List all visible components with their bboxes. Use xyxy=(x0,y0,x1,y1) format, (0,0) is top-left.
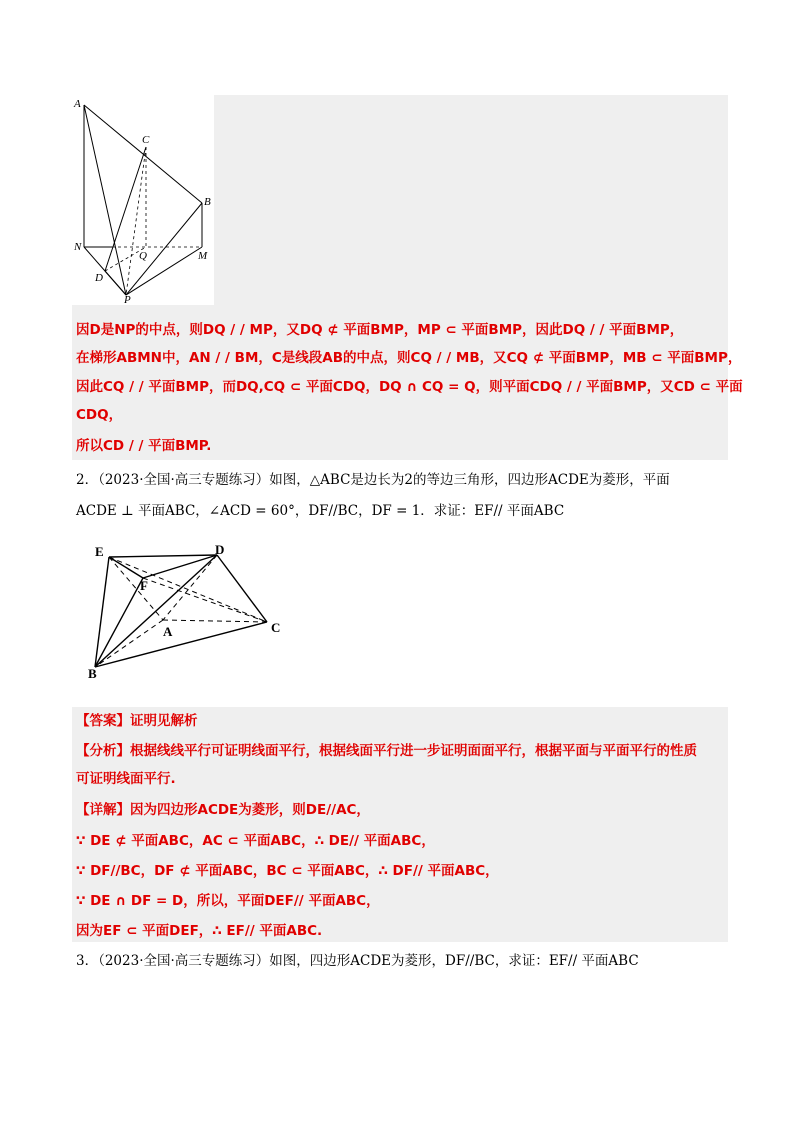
solution1-line-2: 在梯形ABMN中，AN / / BM，C是线段AB的中点，则CQ / / MB，又CQ ⊄ 平面BMP，MB ⊂ 平面BMP， xyxy=(76,350,742,366)
figure1-label-n: N xyxy=(74,241,82,253)
solution2-detail-line-3: ∵ DF//BC，DF ⊄ 平面ABC，BC ⊂ 平面ABC，∴ DF// 平面ABC， xyxy=(76,863,499,879)
problem3-line-1: 3．（2023·全国·高三专题练习）如图，四边形ACDE为菱形，DF//BC，求证：EF// 平面ABC xyxy=(76,953,639,969)
figure1-label-q: Q xyxy=(139,250,147,262)
solution1-line-1: 因D是NP的中点，则DQ / / MP，又DQ ⊄ 平面BMP，MP ⊂ 平面BMP，因此DQ / / 平面BMP， xyxy=(76,322,684,338)
solution2-detail-line-5: 因为EF ⊂ 平面DEF，∴ EF// 平面ABC. xyxy=(76,923,323,939)
solution2-answer: 【答案】证明见解析 xyxy=(76,713,198,729)
figure1-label-a: A xyxy=(74,98,81,110)
figure2-svg xyxy=(85,540,295,685)
solution1-line-4: CDQ， xyxy=(76,407,123,423)
solution2-analysis-line-1: 【分析】根据线线平行可证明线面平行，根据线面平行进一步证明面面平行，根据平面与平面平行的性质 xyxy=(76,743,697,759)
figure2-label-e: E xyxy=(95,544,104,559)
solution2-detail-line-2: ∵ DE ⊄ 平面ABC，AC ⊂ 平面ABC，∴ DE// 平面ABC， xyxy=(76,833,435,849)
figure1-label-b: B xyxy=(204,196,211,208)
figure1-label-m: M xyxy=(198,250,208,262)
figure2-label-f: F xyxy=(140,578,148,593)
solution2-detail-line-1: 【详解】因为四边形ACDE为菱形，则DE//AC， xyxy=(76,802,370,818)
problem2-line-1: 2．（2023·全国·高三专题练习）如图，△ABC是边长为2的等边三角形，四边形ACDE为菱形，平面 xyxy=(76,472,670,488)
solution1-line-3: 因此CQ / / 平面BMP，而DQ,CQ ⊂ 平面CDQ，DQ ∩ CQ = Q，则平面CDQ / / 平面BMP，又CD ⊂ 平面 xyxy=(76,379,743,395)
figure1-label-c: C xyxy=(142,134,150,146)
figure2 xyxy=(85,540,295,685)
figure2-label-b: B xyxy=(88,666,97,681)
figure1-label-d: D xyxy=(95,272,103,284)
solution1-line-5: 所以CD / / 平面BMP. xyxy=(76,438,212,454)
figure1 xyxy=(72,95,214,305)
figure2-label-a: A xyxy=(163,624,173,639)
figure2-label-c: C xyxy=(271,620,281,635)
solution2-analysis-line-2: 可证明线面平行. xyxy=(76,771,176,787)
figure2-label-d: D xyxy=(215,542,225,557)
solution2-detail-line-4: ∵ DE ∩ DF = D，所以，平面DEF// 平面ABC， xyxy=(76,893,380,909)
problem2-line-2: ACDE ⊥ 平面ABC，∠ACD = 60°，DF//BC，DF = 1．求证：EF// 平面ABC xyxy=(76,503,565,519)
figure1-svg xyxy=(72,95,214,305)
figure1-label-p: P xyxy=(124,294,131,305)
